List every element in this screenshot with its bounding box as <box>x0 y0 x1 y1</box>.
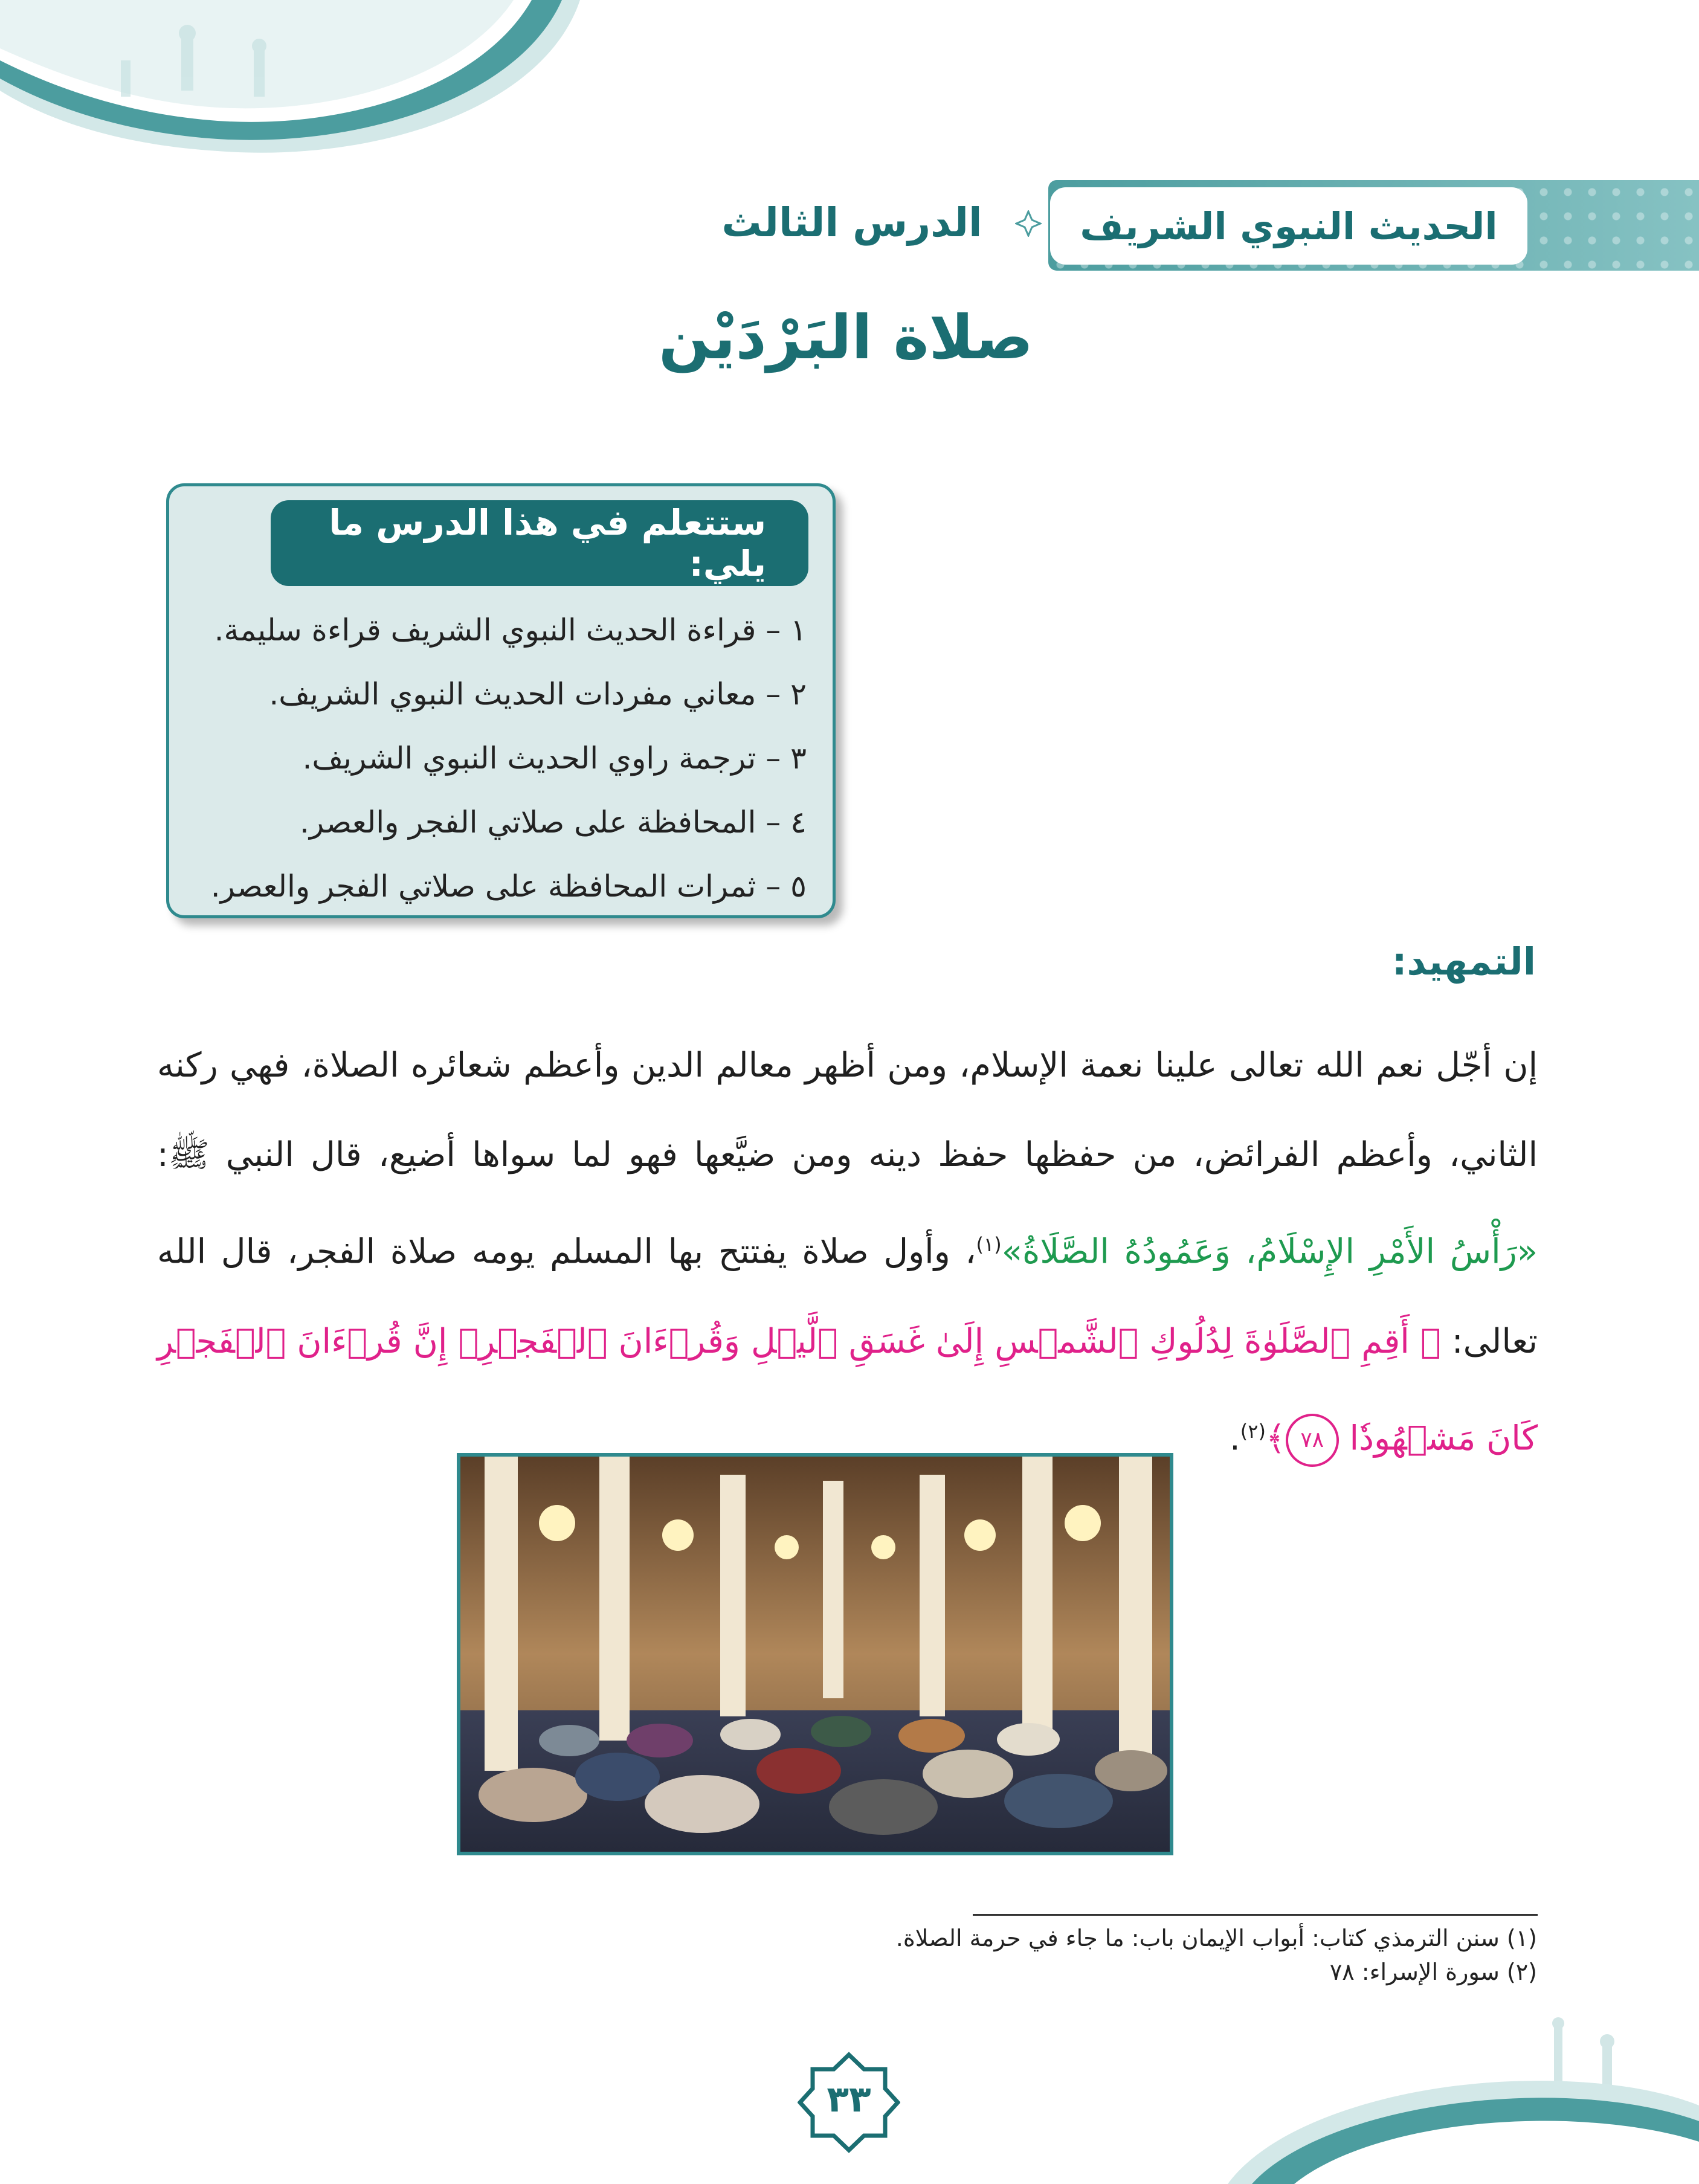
flower-ornament-icon <box>1015 210 1042 237</box>
objective-item: ١ – قراءة الحديث النبوي الشريف قراءة سليمة. <box>214 613 807 648</box>
objective-item: ٤ – المحافظة على صلاتي الفجر والعصر. <box>300 805 807 840</box>
quran-verse: ﴿ أَقِمِ ٱلصَّلَوٰةَ لِدُلُوكِ ٱلشَّمۡسِ إِلَىٰ غَسَقِ ٱلَّيۡلِ وَقُرۡءَانَ ٱلۡفَجۡرِۖ إِنَّ قُرۡءَانَ ٱلۡفَجۡرِ كَانَ مَشۡهُودٗا <box>157 1321 1538 1458</box>
lesson-number: الدرس الثالث <box>721 199 982 246</box>
footnotes <box>896 1921 1537 1989</box>
objectives-list <box>175 598 807 918</box>
intro-paragraph <box>157 1021 1538 1483</box>
intro-heading: التمهيد: <box>1391 939 1536 984</box>
hadith-quote: «رَأْسُ الأَمْرِ الإِسْلَامُ، وَعَمُودُهُ الصَّلَاةُ» <box>1001 1232 1538 1272</box>
intro-text-2: ، وأول صلاة يفتتح بها المسلم يومه صلاة الفجر، قال الله تعالى: <box>157 1232 1538 1361</box>
footnote-ref-1: (١) <box>976 1233 1002 1256</box>
top-left-ornament <box>0 0 580 175</box>
objective-item: ٢ – معاني مفردات الحديث النبوي الشريف. <box>269 677 807 712</box>
objectives-heading: ستتعلم في هذا الدرس ما يلي: <box>271 500 808 586</box>
footnote-1: (١) سنن الترمذي كتاب: أبواب الإيمان باب: ما جاء في حرمة الصلاة. <box>895 1925 1537 1951</box>
section-title: الحديث النبوي الشريف <box>1050 187 1527 265</box>
sentence-end: . <box>1229 1419 1240 1458</box>
quran-close-bracket: ﴾ <box>1265 1419 1286 1458</box>
lesson-title: صلاة البَرْدَيْن <box>658 302 1034 373</box>
footnote-divider <box>973 1914 1538 1916</box>
footnote-2: (٢) سورة الإسراء: ٧٨ <box>1329 1959 1537 1985</box>
page-number: ٣٣ <box>827 2078 871 2121</box>
objective-item: ٣ – ترجمة راوي الحديث النبوي الشريف. <box>302 741 807 776</box>
objective-item: ٥ – ثمرات المحافظة على صلاتي الفجر والعصر. <box>210 869 807 904</box>
intro-text: إن أجّل نعم الله تعالى علينا نعمة الإسلام، ومن أظهر معالم الدين وأعظم شعائره الصلاة، فهي ركنه الثاني، وأعظم الفرائض، من حفظها حفظ دينه ومن ضيَّعها فهو لما سواها أضيع، قال النبي ﷺ: <box>157 1046 1538 1174</box>
bottom-right-ornament <box>1228 2003 1699 2184</box>
mosque-prayer-photo <box>457 1453 1173 1855</box>
footnote-ref-2: (٢) <box>1240 1419 1266 1443</box>
ayah-number-mark: ٧٨ <box>1286 1414 1339 1467</box>
